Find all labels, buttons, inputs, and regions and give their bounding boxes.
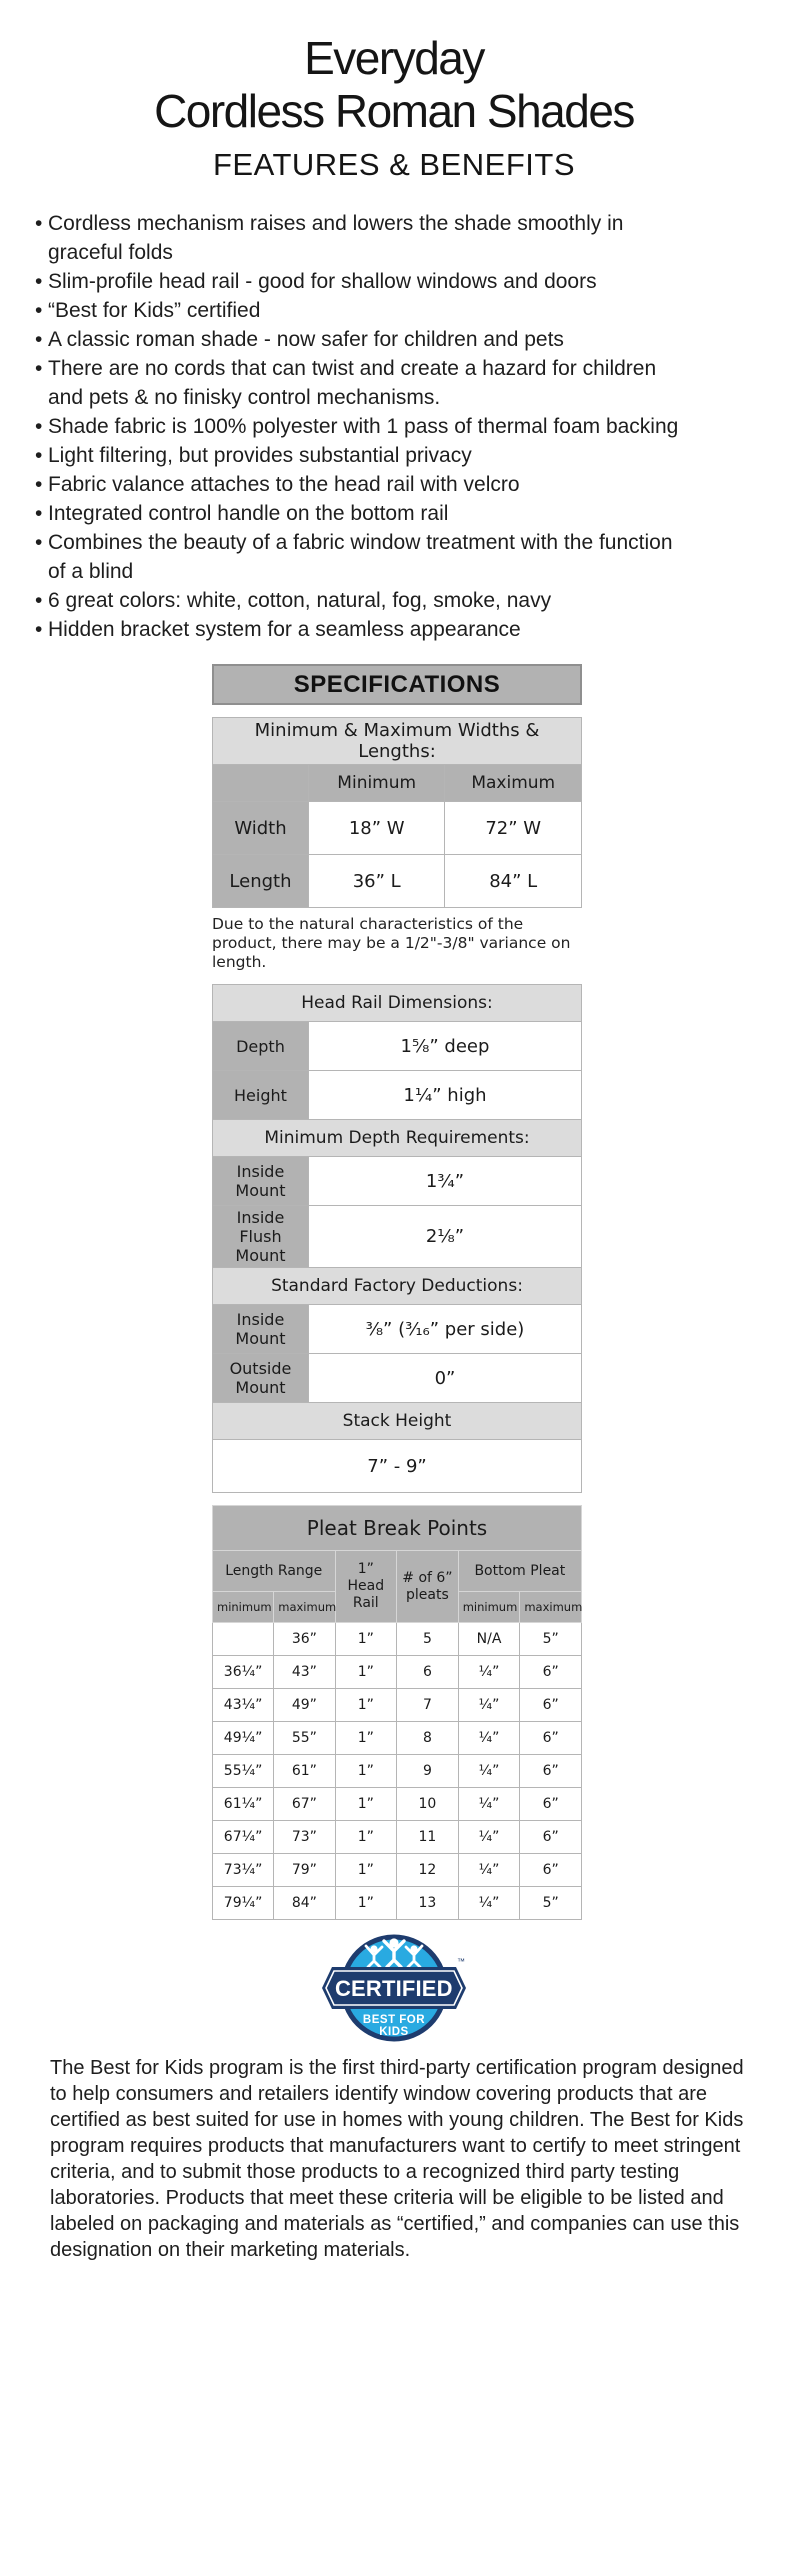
table-row: [213, 1689, 582, 1722]
cell: ¹⁄₄”: [458, 1821, 520, 1854]
row-label-cell: Width: [213, 802, 309, 855]
column-header-length-range: Length Range: [213, 1551, 336, 1592]
row-label-cell: Inside Flush Mount: [213, 1206, 309, 1268]
column-header-pleats: # of 6” pleats: [397, 1551, 459, 1623]
best-for-label: BEST FOR: [362, 2014, 426, 2026]
dimensions-table: [212, 984, 582, 1493]
cell: 79”: [274, 1854, 335, 1887]
cell: 67¹⁄₄”: [213, 1821, 274, 1854]
cell: 73¹⁄₄”: [213, 1854, 274, 1887]
page-title-line2: Cordless Roman Shades: [154, 85, 634, 137]
feature-item: • Fabric valance attaches to the head rail with velcro: [35, 470, 690, 499]
kids-label: KIDS: [379, 2026, 409, 2038]
trademark-symbol: ™: [457, 1957, 465, 1966]
cell: 55”: [274, 1722, 335, 1755]
table-row: [213, 1071, 582, 1120]
header: [0, 0, 788, 183]
table-row: [213, 1305, 582, 1354]
subcolumn-minimum: minimum: [458, 1592, 520, 1623]
cell: ¹⁄₄”: [458, 1788, 520, 1821]
value-cell: 72” W: [445, 802, 582, 855]
variance-note: Due to the natural characteristics of the product, there may be a 1/2"-3/8" variance on length.: [212, 915, 571, 971]
cell: N/A: [458, 1623, 520, 1656]
feature-item: • Hidden bracket system for a seamless appearance: [35, 615, 690, 644]
table-row: [213, 1157, 582, 1206]
table-row: [213, 1755, 582, 1788]
value-cell: 1¹⁄₄” high: [308, 1071, 581, 1120]
row-label-cell: Outside Mount: [213, 1354, 309, 1403]
size-table-header: Minimum & Maximum Widths & Lengths:: [213, 718, 582, 765]
section-header-min-depth: Minimum Depth Requirements:: [213, 1120, 582, 1157]
cell: 6”: [520, 1689, 582, 1722]
cell: 49¹⁄₄”: [213, 1722, 274, 1755]
specifications-section: [212, 664, 582, 1920]
cell: 6”: [520, 1656, 582, 1689]
certified-best-for-kids-badge: [322, 1932, 466, 2046]
table-row: [213, 1506, 582, 1551]
table-row: [213, 1821, 582, 1854]
row-label-cell: Inside Mount: [213, 1305, 309, 1354]
table-row: [213, 765, 582, 802]
value-cell: 84” L: [445, 855, 582, 908]
feature-item: • A classic roman shade - now safer for children and pets: [35, 325, 690, 354]
table-row: [213, 1788, 582, 1821]
cell: ¹⁄₄”: [458, 1887, 520, 1920]
cell: ¹⁄₄”: [458, 1689, 520, 1722]
feature-item: • Combines the beauty of a fabric window treatment with the function of a blind: [35, 528, 690, 586]
cell: 84”: [274, 1887, 335, 1920]
column-header-minimum: Minimum: [308, 765, 445, 802]
subcolumn-maximum: maximum: [274, 1592, 335, 1623]
cell: 73”: [274, 1821, 335, 1854]
cell: ¹⁄₄”: [458, 1656, 520, 1689]
cell: 8: [397, 1722, 459, 1755]
table-row: [213, 1206, 582, 1268]
table-row: [213, 1656, 582, 1689]
cell: 6”: [520, 1755, 582, 1788]
table-row: [213, 1623, 582, 1656]
table-row: [213, 855, 582, 908]
table-row: [213, 1022, 582, 1071]
section-header-head-rail: Head Rail Dimensions:: [213, 985, 582, 1022]
table-row: [213, 1551, 582, 1592]
page-title-line1: Everyday: [304, 32, 484, 84]
cell: 6”: [520, 1821, 582, 1854]
cell: 6: [397, 1656, 459, 1689]
table-row: [213, 1854, 582, 1887]
pleat-table-title: Pleat Break Points: [213, 1506, 582, 1551]
section-header-deductions: Standard Factory Deductions:: [213, 1268, 582, 1305]
cell: 1”: [335, 1623, 397, 1656]
cell: 5”: [520, 1623, 582, 1656]
table-row: [213, 1403, 582, 1440]
cell: 5”: [520, 1887, 582, 1920]
cell: 13: [397, 1887, 459, 1920]
column-header-maximum: Maximum: [445, 765, 582, 802]
table-row: [213, 802, 582, 855]
table-row: [213, 1120, 582, 1157]
value-cell: 2¹⁄₈”: [308, 1206, 581, 1268]
cell: 49”: [274, 1689, 335, 1722]
value-cell: 1⁵⁄₈” deep: [308, 1022, 581, 1071]
cell: ¹⁄₄”: [458, 1854, 520, 1887]
cell: 1”: [335, 1689, 397, 1722]
page-subtitle: FEATURES & BENEFITS: [212, 147, 576, 182]
cell: 10: [397, 1788, 459, 1821]
table-row: [213, 1268, 582, 1305]
value-cell: 1³⁄₄”: [308, 1157, 581, 1206]
cell: 1”: [335, 1755, 397, 1788]
cell: 61”: [274, 1755, 335, 1788]
cell: 1”: [335, 1788, 397, 1821]
cell: 79¹⁄₄”: [213, 1887, 274, 1920]
stack-height-value: 7” - 9”: [213, 1440, 582, 1493]
value-cell: 18” W: [308, 802, 445, 855]
cell: 6”: [520, 1722, 582, 1755]
cell: 6”: [520, 1788, 582, 1821]
cell: 55¹⁄₄”: [213, 1755, 274, 1788]
table-row: [213, 1354, 582, 1403]
cell: 36¹⁄₄”: [213, 1656, 274, 1689]
cell: ¹⁄₄”: [458, 1755, 520, 1788]
column-header-bottom-pleat: Bottom Pleat: [458, 1551, 581, 1592]
size-table: [212, 717, 582, 908]
cell: 1”: [335, 1821, 397, 1854]
row-label-cell: Inside Mount: [213, 1157, 309, 1206]
table-row: [213, 718, 582, 765]
cell: 36”: [274, 1623, 335, 1656]
cell: ¹⁄₄”: [458, 1722, 520, 1755]
feature-item: • “Best for Kids” certified: [35, 296, 690, 325]
subcolumn-minimum: minimum: [213, 1592, 274, 1623]
cell: 1”: [335, 1854, 397, 1887]
cell: 43”: [274, 1656, 335, 1689]
cell: 9: [397, 1755, 459, 1788]
feature-item: • 6 great colors: white, cotton, natural, fog, smoke, navy: [35, 586, 690, 615]
table-row: [213, 1722, 582, 1755]
feature-item: • Integrated control handle on the bottom rail: [35, 499, 690, 528]
cell: 5: [397, 1623, 459, 1656]
feature-item: • There are no cords that can twist and create a hazard for children and pets & no finisky control mechanisms.: [35, 354, 690, 412]
table-row: [213, 1887, 582, 1920]
section-header-stack-height: Stack Height: [213, 1403, 582, 1440]
features-list: [35, 209, 690, 644]
cell: 43¹⁄₄”: [213, 1689, 274, 1722]
value-cell: 0”: [308, 1354, 581, 1403]
row-label-cell: Depth: [213, 1022, 309, 1071]
specifications-title: SPECIFICATIONS: [212, 664, 582, 705]
cell: 1”: [335, 1887, 397, 1920]
row-label-cell: Length: [213, 855, 309, 908]
table-row: [213, 1440, 582, 1493]
pleat-break-points-table: [212, 1505, 582, 1920]
cell: [213, 1623, 274, 1656]
certified-label: CERTIFIED: [335, 1976, 453, 2001]
feature-item: • Shade fabric is 100% polyester with 1 pass of thermal foam backing: [35, 412, 690, 441]
cell: 12: [397, 1854, 459, 1887]
cell: 67”: [274, 1788, 335, 1821]
row-label-cell: Height: [213, 1071, 309, 1120]
feature-item: • Slim-profile head rail - good for shallow windows and doors: [35, 267, 690, 296]
cell: 11: [397, 1821, 459, 1854]
cell: 61¹⁄₄”: [213, 1788, 274, 1821]
column-header-head-rail: 1” Head Rail: [335, 1551, 397, 1623]
value-cell: ³⁄₈” (³⁄₁₆” per side): [308, 1305, 581, 1354]
cell: 6”: [520, 1854, 582, 1887]
table-row: [213, 985, 582, 1022]
subcolumn-maximum: maximum: [520, 1592, 582, 1623]
cell: 1”: [335, 1656, 397, 1689]
corner-cell: [213, 765, 309, 802]
best-for-kids-description: The Best for Kids program is the first third-party certification program designed to help consumers and retailers identify window covering products that are certified as best suited for use in homes with young children. The Best for Kids program requires products that manufacturers want to certify to meet stringent criteria, and to submit those products to a recognized third party testing laboratories. Products that meet these criteria will be eligible to be listed and labeled on packaging and materials as “certified,” and companies can use this designation on their marketing materials.: [50, 2057, 744, 2261]
cell: 7: [397, 1689, 459, 1722]
feature-item: • Light filtering, but provides substantial privacy: [35, 441, 690, 470]
value-cell: 36” L: [308, 855, 445, 908]
cell: 1”: [335, 1722, 397, 1755]
feature-item: • Cordless mechanism raises and lowers the shade smoothly in graceful folds: [35, 209, 690, 267]
